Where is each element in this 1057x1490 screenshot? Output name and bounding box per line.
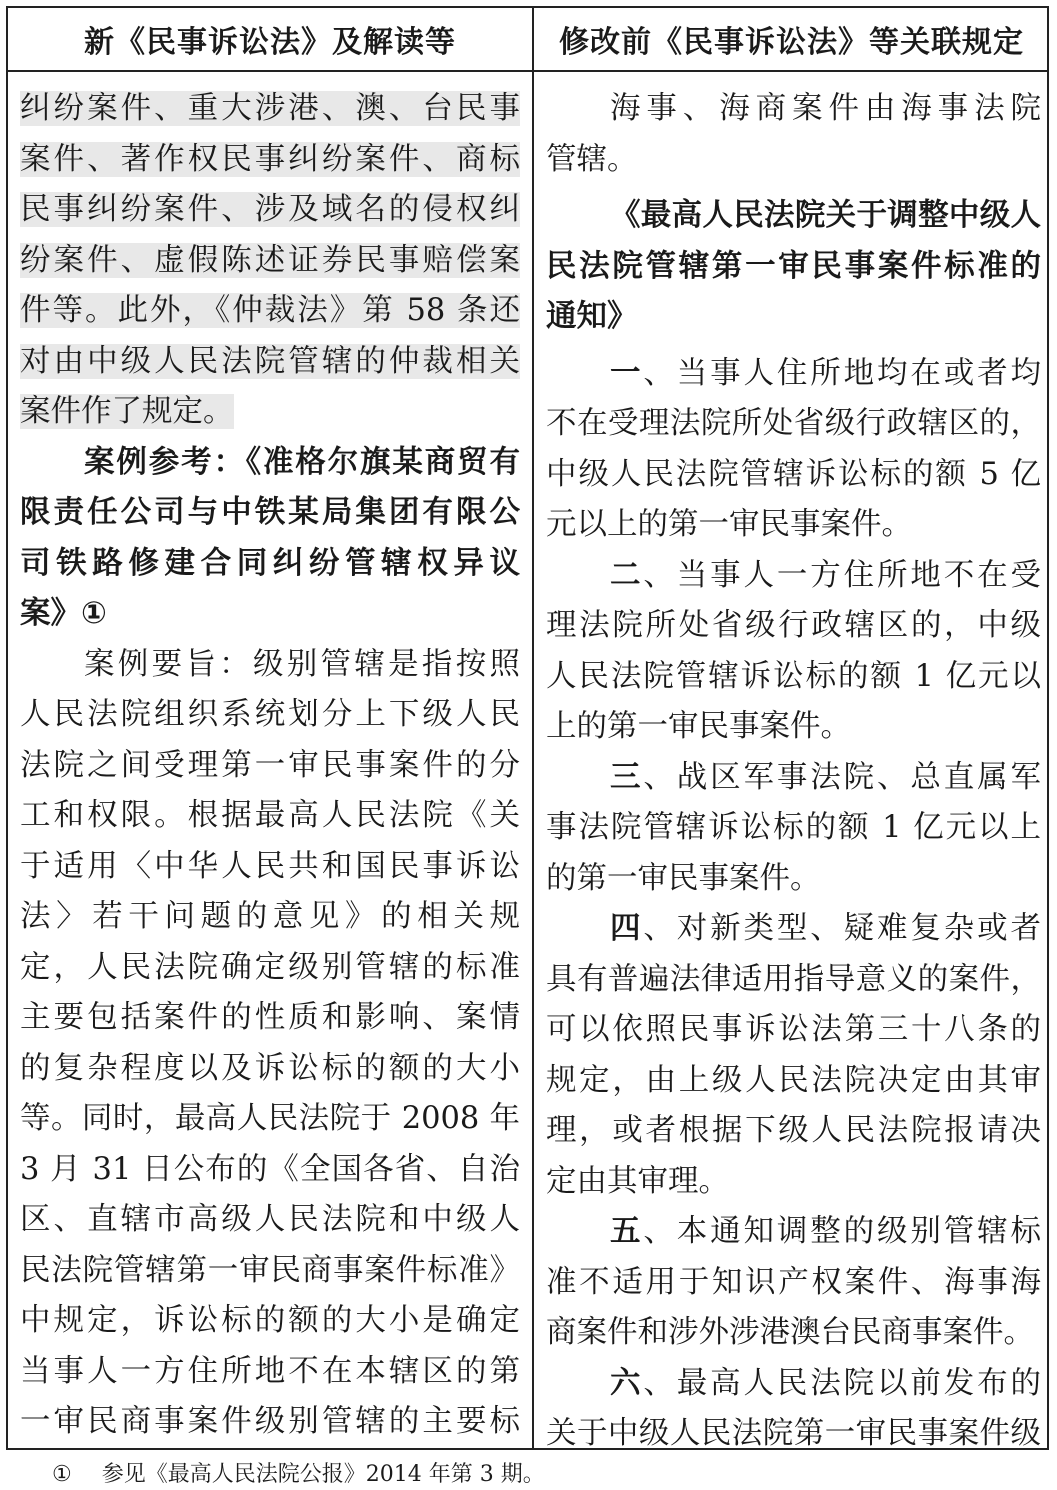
text-line: 纠纷案件、重大涉港、澳、台民事 [20, 91, 520, 126]
notice-item-line: 定由其审理。 [546, 1163, 729, 1199]
text-line: 民事纠纷案件、涉及域名的侵权纠 [20, 192, 520, 227]
notice-item-line: 可以依照民事诉讼法第三十八条的 [546, 1012, 1041, 1047]
notice-title-line: 《最高人民法院关于调整中级人 [610, 198, 1041, 233]
gist-line: 民法院管辖第一审民商事案件标准》 [20, 1252, 520, 1288]
gist-line: 中规定，诉讼标的额的大小是确定 [20, 1303, 520, 1338]
case-title-line: 限责任公司与中铁某局集团有限公 [20, 495, 520, 530]
notice-item-line: 上的第一审民事案件。 [546, 709, 851, 744]
gist-line: 人民法院组织系统划分上下级人民 [20, 697, 520, 732]
notice-item-line: 五、本通知调整的级别管辖标 [610, 1214, 1041, 1249]
notice-item-line: 六、最高人民法院以前发布的 [610, 1365, 1041, 1401]
gist-line: 定，人民法院确定级别管辖的标准 [20, 949, 520, 985]
header-right: 修改前《民事诉讼法》等关联规定 [559, 25, 1024, 60]
text-line: 件等。此外，《仲裁法》第 58 条还 [20, 293, 520, 328]
header-divider [8, 70, 1047, 72]
right-column [546, 84, 1041, 1460]
comparison-table [6, 6, 1049, 1450]
text-line: 海事、海商案件由海事法院 [610, 91, 1041, 126]
gist-line: 主要包括案件的性质和影响、案情 [20, 1000, 520, 1035]
footnote-text: 参见《最高人民法院公报》2014 年第 3 期。 [101, 1462, 545, 1487]
gist-line: 区、直辖市高级人民法院和中级人 [20, 1202, 520, 1237]
notice-item-line: 中级人民法院管辖诉讼标的额 5 亿 [546, 456, 1041, 492]
gist-line: 工和权限。根据最高人民法院《关 [20, 798, 520, 833]
left-column [20, 84, 520, 1448]
footnote-mark: ① [52, 1462, 72, 1487]
notice-item-line: 关于中级人民法院第一审民事案件级 [546, 1416, 1041, 1451]
gist-line: 法院之间受理第一审民事案件的分 [20, 747, 520, 783]
notice-item-line: 的第一审民事案件。 [546, 860, 821, 896]
case-title-line: 案》① [20, 596, 107, 631]
notice-item-line: 事法院管辖诉讼标的额 1 亿元以上 [546, 810, 1041, 845]
gist-line: 法〉若干问题的意见》的相关规 [20, 899, 520, 934]
notice-item-line: 具有普遍法律适用指导意义的案件， [546, 961, 1041, 997]
gist-line: 一审民商事案件级别管辖的主要标 [20, 1404, 520, 1439]
notice-item-line: 规定，由上级人民法院决定由其审 [546, 1062, 1041, 1098]
notice-item-line: 准不适用于知识产权案件、海事海 [546, 1264, 1041, 1300]
case-title-line: 案例参考：《准格尔旗某商贸有 [84, 444, 520, 480]
notice-item-line: 人民法院管辖诉讼标的额 1 亿元以 [546, 658, 1041, 694]
gist-line: 3 月 31 日公布的《全国各省、自治 [20, 1151, 520, 1187]
notice-item-line: 商案件和涉外涉港澳台民商事案件。 [546, 1315, 1034, 1350]
column-divider [532, 8, 534, 1448]
gist-line: 的复杂程度以及诉讼标的额的大小 [20, 1050, 520, 1086]
text-line: 案件、著作权民事纠纷案件、商标 [20, 141, 520, 177]
notice-item-line: 二、当事人一方住所地不在受 [610, 557, 1041, 593]
text-line: 案件作了规定。 [20, 394, 234, 429]
gist-line: 于适用〈中华人民共和国民事诉讼 [20, 848, 520, 884]
text-line: 纷案件、虚假陈述证券民事赔偿案 [20, 242, 520, 278]
text-line: 管辖。 [546, 141, 638, 177]
notice-item-line: 不在受理法院所处省级行政辖区的， [546, 406, 1041, 441]
notice-item-line: 一、当事人住所地均在或者均 [610, 355, 1041, 391]
gist-line: 等。同时，最高人民法院于 2008 年 [20, 1101, 520, 1136]
notice-item-line: 理法院所处省级行政辖区的，中级 [546, 608, 1041, 643]
case-title-line: 司铁路修建合同纠纷管辖权异议 [20, 545, 520, 581]
gist-line: 案例要旨：级别管辖是指按照 [84, 646, 520, 682]
notice-item-line: 四、对新类型、疑难复杂或者 [610, 911, 1041, 946]
text-line: 对由中级人民法院管辖的仲裁相关 [20, 343, 520, 379]
notice-item-line: 理，或者根据下级人民法院报请决 [546, 1113, 1041, 1148]
header-left: 新《民事诉讼法》及解读等 [84, 25, 456, 60]
notice-item-line: 三、战区军事法院、总直属军 [610, 759, 1041, 795]
footnote [52, 1457, 545, 1488]
notice-item-line: 元以上的第一审民事案件。 [546, 507, 912, 542]
notice-title-line: 民法院管辖第一审民事案件标准的 [546, 248, 1041, 284]
notice-title-line: 通知》 [546, 299, 638, 334]
gist-line: 当事人一方住所地不在本辖区的第 [20, 1353, 520, 1389]
